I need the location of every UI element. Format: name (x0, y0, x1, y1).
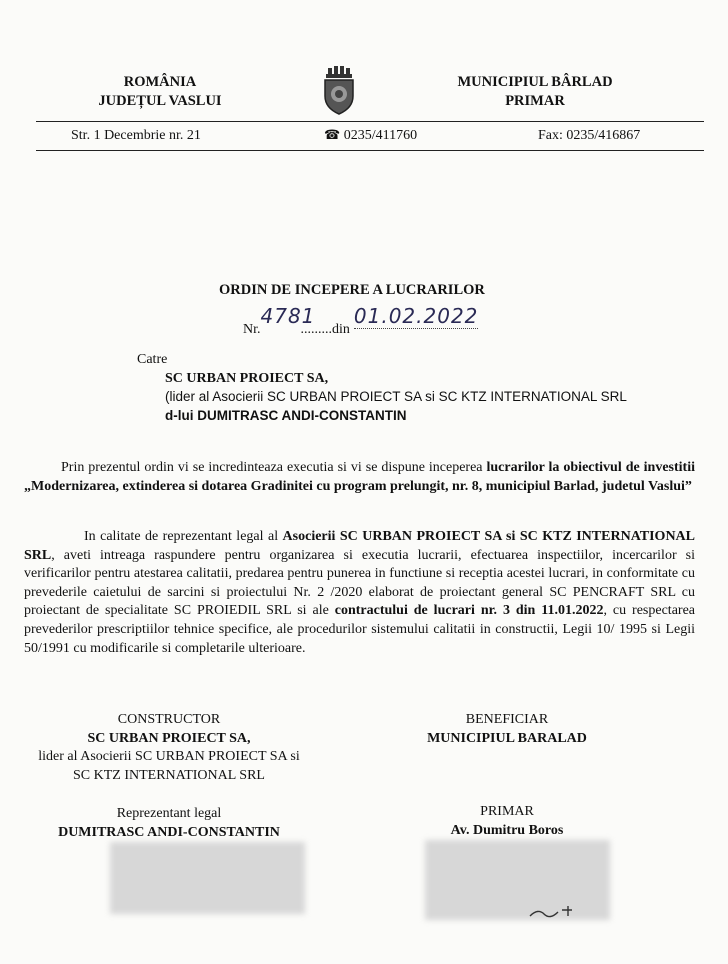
header-municipality: MUNICIPIUL BÂRLAD (457, 74, 613, 90)
header-top-rule (36, 121, 704, 122)
beneficiary-role: BENEFICIAR (465, 712, 549, 727)
recipient-catre: Catre (137, 352, 168, 367)
phone-number: 0235/411760 (343, 128, 418, 143)
para2-contract: contractului de lucrari nr. 3 din 11.01.2022 (334, 603, 604, 619)
constructor-company: SC URBAN PROIECT SA, (87, 730, 251, 746)
paragraph-order-object: lucrarilor la obiectivul de investitii „Modernizarea, extinderea si dotarea Gradinitei cu program prelungit, nr. 8, municipiul Barlad, judetul Vaslui” (24, 460, 695, 494)
mayor-title: PRIMAR (480, 804, 534, 819)
nr-value: 4781 (260, 304, 316, 328)
phone-block (324, 128, 417, 144)
nr-dots: ......... (300, 322, 332, 337)
para2-text1: In calitate de reprezentant legal al (84, 529, 283, 544)
header-mayor: PRIMAR (505, 93, 565, 109)
para2-association: Asocierii SC URBAN PROIECT SA si SC KTZ INTERNATIONAL SRL (24, 529, 695, 563)
redacted-signature-left (110, 842, 305, 914)
constructor-line2: lider al Asocierii SC URBAN PROIECT SA si (38, 749, 300, 764)
header-country: ROMÂNIA (123, 74, 197, 90)
address-text: Str. 1 Decembrie nr. 21 (71, 128, 201, 143)
din-label: din (332, 322, 350, 337)
nr-label: Nr. (243, 322, 261, 337)
constructor-role: CONSTRUCTOR (117, 712, 221, 727)
fax-text: Fax: 0235/416867 (538, 128, 641, 143)
mayor-name: Av. Dumitru Boros (450, 822, 564, 838)
recipient-role: (lider al Asocierii SC URBAN PROIECT SA si SC KTZ INTERNATIONAL SRL (165, 389, 627, 404)
signature-constructor (19, 711, 319, 842)
header-left (70, 73, 250, 111)
signature-stroke-icon (528, 902, 588, 922)
para2-text3: , cu respectarea prevederilor prescriptiilor tehnice specifice, ale procedurilor sistemului calitatii in constructii, Legii 10/ 1995 si Legii 50/1991 cu modificarile si completarile ulterioare. (24, 603, 696, 656)
recipient-company: SC URBAN PROIECT SA, (165, 370, 329, 386)
beneficiary-name: MUNICIPIUL BARALAD (427, 730, 587, 746)
recipient-person: d-lui DUMITRASC ANDI-CONSTANTIN (165, 407, 407, 423)
paragraph-responsibility (24, 528, 695, 658)
document-number-line (243, 304, 479, 337)
para2-text2: , aveti intreaga raspundere pentru organizarea si executia lucrarii, efectuarea inspectiilor, incercarilor si verificarilor pentru atestarea calitatii, predarea pentru punerea in functiune si receptia acestei lucrari, in conformitate cu prevederile caietului de sarcini si proiectului Nr. 2 /2020 elaborat de proiectant general SC PENCRAFT SRL cu proiectant de specialitate SC PROIEDIL SRL si ale (24, 547, 695, 619)
paragraph-order (24, 459, 695, 496)
recipient-block (137, 351, 627, 425)
paragraph-order-lead: Prin prezentul ordin vi se incredinteaza executia si vi se dispune inceperea (61, 460, 487, 475)
document-title: ORDIN DE INCEPERE A LUCRARILOR (219, 282, 485, 298)
constructor-rep-name: DUMITRASC ANDI-CONSTANTIN (58, 824, 280, 840)
constructor-rep-label: Reprezentant legal (116, 806, 222, 821)
header-right (430, 73, 640, 111)
header-bottom-rule (36, 150, 704, 151)
phone-icon: ☎ (324, 128, 341, 143)
din-value: 01.02.2022 (353, 304, 479, 328)
constructor-line3: SC KTZ INTERNATIONAL SRL (73, 767, 265, 783)
signature-beneficiary (392, 711, 622, 748)
header-county: JUDEȚUL VASLUI (98, 93, 222, 109)
coat-of-arms-icon (319, 66, 359, 116)
signature-mayor (392, 803, 622, 840)
